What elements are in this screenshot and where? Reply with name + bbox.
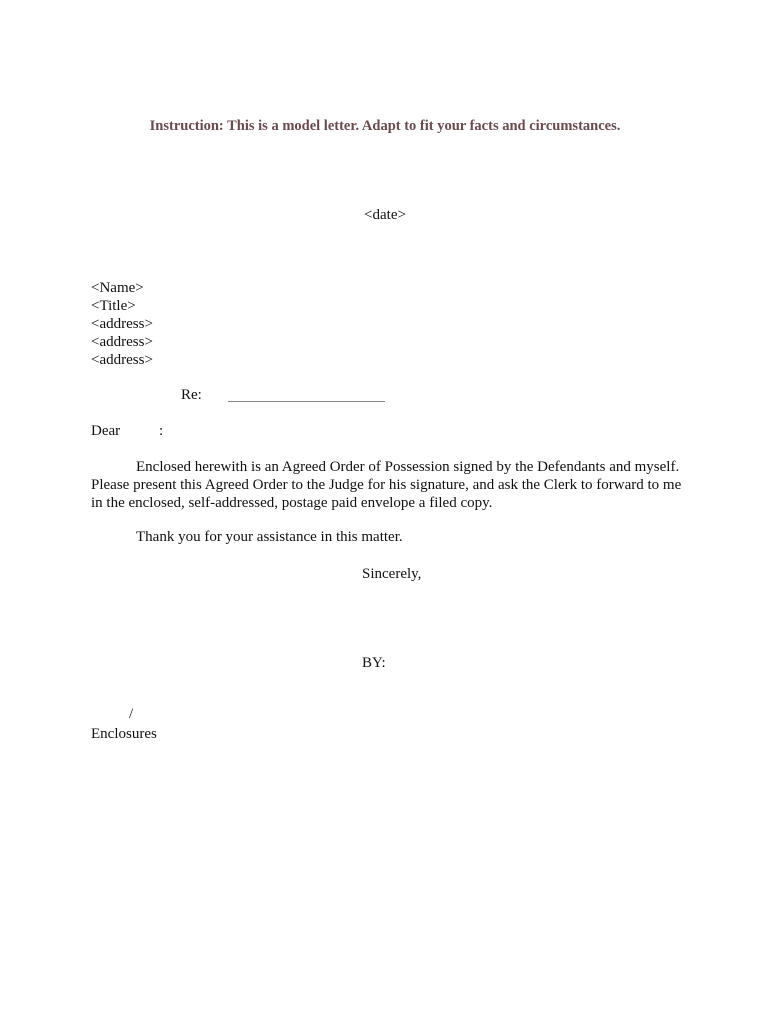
body-line: Enclosed herewith is an Agreed Order of Possession signed by the Defendants and myself. [136, 459, 680, 475]
enclosures-label: Enclosures [91, 726, 157, 742]
initials-slash: / [129, 706, 134, 722]
salutation-dear: Dear [91, 423, 121, 439]
instruction-heading: Instruction: This is a model letter. Adapt to fit your facts and circumstances. [149, 118, 621, 134]
body-paragraph-2: Thank you for your assistance in this matter. [136, 529, 403, 545]
body-paragraph-1 [91, 458, 691, 512]
re-label: Re: [181, 387, 202, 403]
recipient-name: <Name> [91, 280, 144, 296]
recipient-address-line: <address> [91, 316, 153, 332]
re-subject-blank-line [228, 401, 385, 402]
closing: Sincerely, [362, 566, 422, 582]
recipient-address-block [91, 279, 153, 369]
salutation-colon: : [159, 423, 164, 439]
body-line: Please present this Agreed Order to the Judge for his signature, and ask the Clerk to forward to me [91, 477, 682, 493]
recipient-address-line: <address> [91, 352, 153, 368]
recipient-title: <Title> [91, 298, 136, 314]
body-line: in the enclosed, self-addressed, postage paid envelope a filed copy. [91, 495, 493, 511]
signature-by-label: BY: [362, 655, 386, 671]
letter-date: <date> [364, 207, 406, 223]
recipient-address-line: <address> [91, 334, 153, 350]
